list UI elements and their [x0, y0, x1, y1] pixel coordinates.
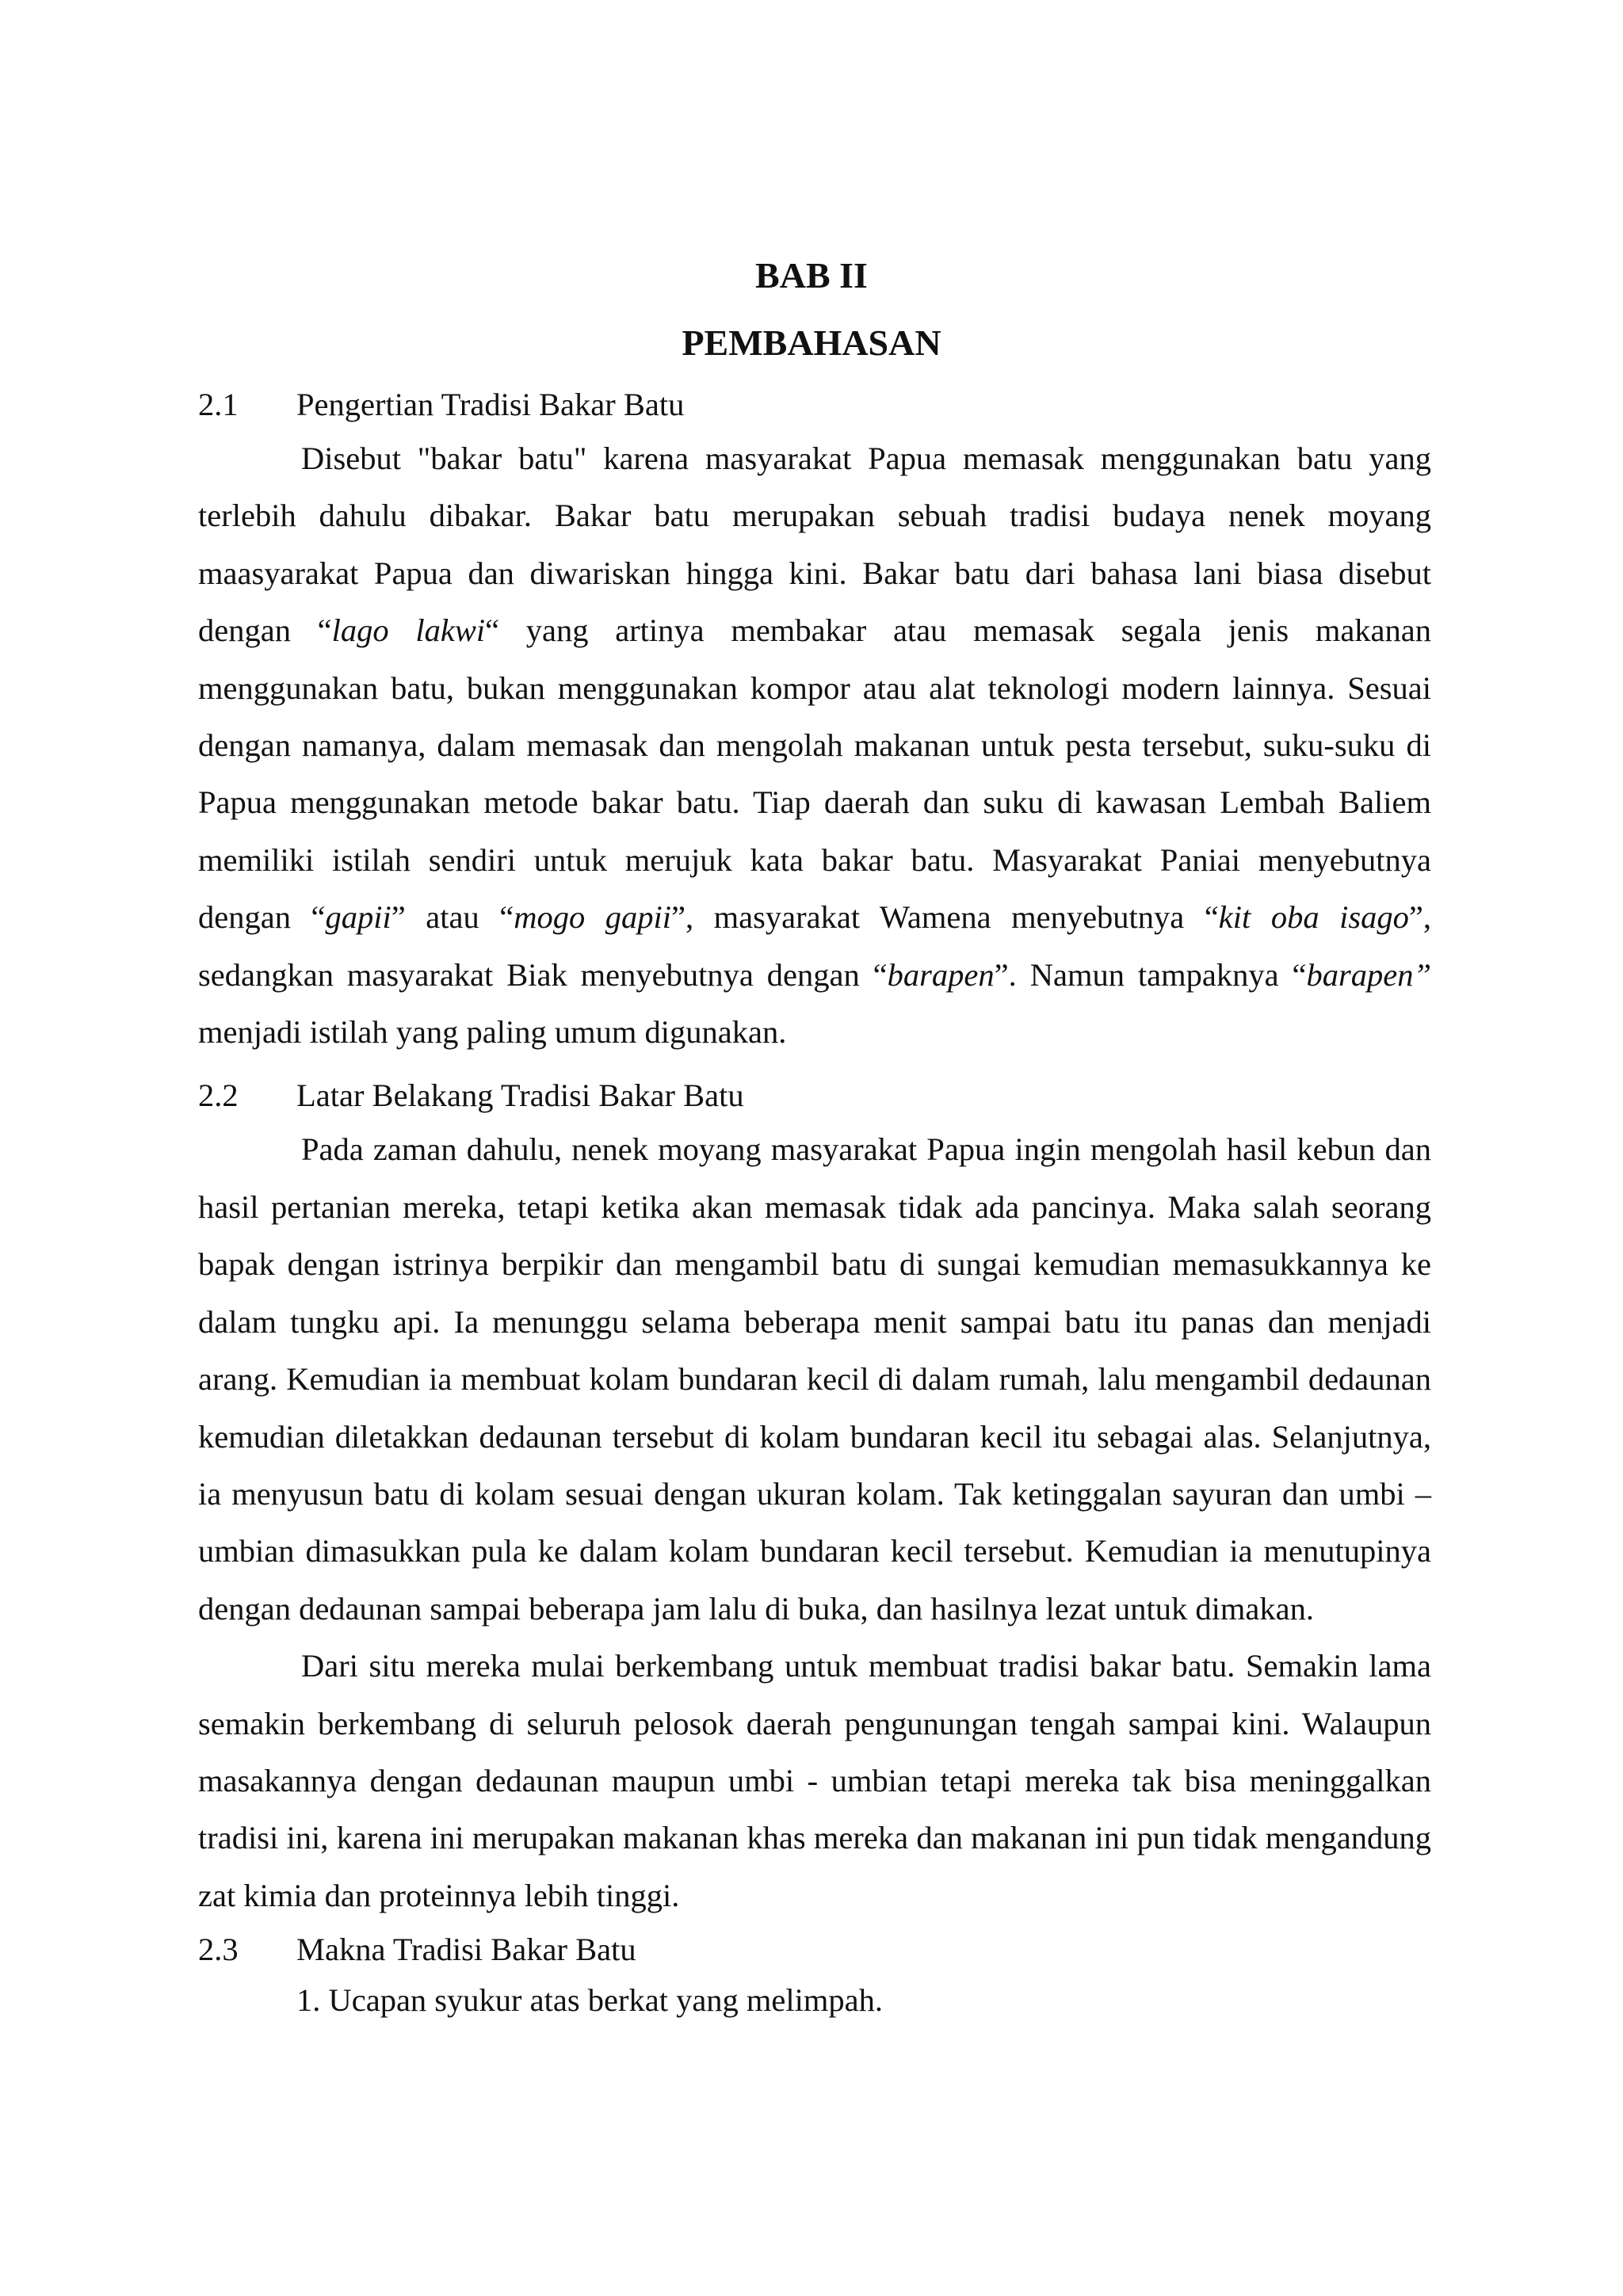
section-title: Pengertian Tradisi Bakar Batu: [296, 387, 685, 422]
paragraph-latar-belakang-2: Dari situ mereka mulai berkembang untuk membuat tradisi bakar batu. Semakin lama semakin berkembang di seluruh pelosok daerah pengunungan tengah sampai kini. Walaupun masakannya dengan dedaunan maupun umbi - umbian tetapi mereka tak bisa meninggalkan tradisi ini, karena ini merupakan makanan khas mereka dan makanan ini pun tidak mengandung zat kimia dan proteinnya lebih tinggi.: [198, 1648, 1431, 1913]
chapter-number: BAB II: [755, 255, 868, 296]
paragraph-latar-belakang-1: Pada zaman dahulu, nenek moyang masyarakat Papua ingin mengolah hasil kebun dan hasil pertanian mereka, tetapi ketika akan memasak tidak ada pancinya. Maka salah seorang bapak dengan istrinya berpikir dan mengambil batu di sungai kemudian memasukkannya ke dalam tungku api. Ia menunggu selama beberapa menit sampai batu itu panas dan menjadi arang. Kemudian ia membuat kolam bundaran kecil di dalam rumah, lalu mengambil dedaunan kemudian diletakkan dedaunan tersebut di kolam bundaran kecil itu sebagai alas. Selanjutnya, ia menyusun batu di kolam sesuai dengan ukuran kolam. Tak ketinggalan sayuran dan umbi – umbian dimasukkan pula ke dalam kolam bundaran kecil tersebut. Kemudian ia menutupinya dengan dedaunan sampai beberapa jam lalu di buka, dan hasilnya lezat untuk dimakan.: [198, 1131, 1431, 1627]
chapter-title: PEMBAHASAN: [682, 322, 941, 363]
section-title: Latar Belakang Tradisi Bakar Batu: [296, 1077, 744, 1114]
section-heading-2-3: [198, 1924, 1431, 1975]
section-number: 2.1: [198, 387, 239, 422]
paragraph-pengertian: Disebut "bakar batu" karena masyarakat Papua memasak menggunakan batu yang terlebih dahulu dibakar. Bakar batu merupakan sebuah tradisi budaya nenek moyang maasyarakat Papua dan diwariskan hingga kini. Bakar batu dari bahasa lani biasa disebut dengan “lago lakwi“ yang artinya membakar atau memasak segala jenis makanan menggunakan batu, bukan menggunakan kompor atau alat teknologi modern lainnya. Sesuai dengan namanya, dalam memasak dan mengolah makanan untuk pesta tersebut, suku-suku di Papua menggunakan metode bakar batu. Tiap daerah dan suku di kawasan Lembah Baliem memiliki istilah sendiri untuk merujuk kata bakar batu. Masyarakat Paniai menyebutnya dengan “gapii” atau “mogo gapii”, masyarakat Wamena menyebutnya “kit oba isago”, sedangkan masyarakat Biak menyebutnya dengan “barapen”. Namun tampaknya “barapen” menjadi istilah yang paling umum digunakan.: [198, 441, 1432, 1051]
document-body: [198, 379, 1431, 2026]
section-heading-2-2: [198, 1070, 1431, 1121]
section-number: 2.2: [198, 1077, 239, 1114]
section-number: 2.3: [198, 1932, 239, 1968]
section-title: Makna Tradisi Bakar Batu: [296, 1932, 636, 1968]
section-heading-2-1: [198, 379, 1431, 430]
list-item: 1. Ucapan syukur atas berkat yang melimpah.: [296, 1982, 884, 2019]
